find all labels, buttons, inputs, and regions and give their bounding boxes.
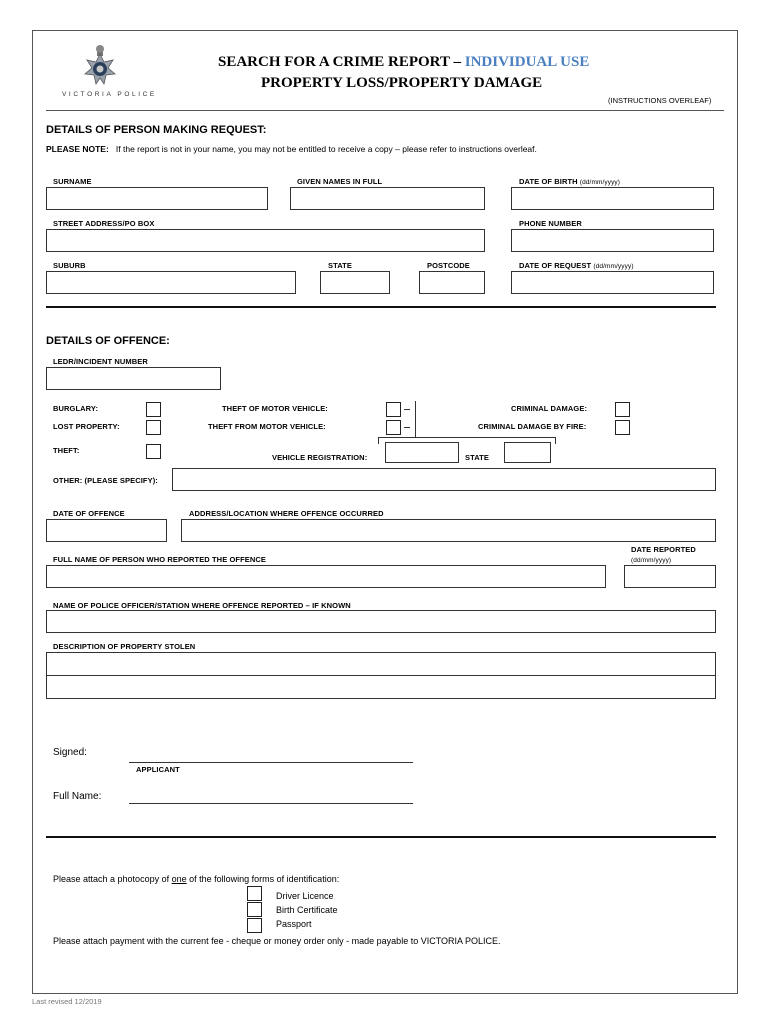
title-accent: INDIVIDUAL USE <box>464 54 590 70</box>
section-divider-1 <box>46 306 716 308</box>
form-border <box>32 30 738 994</box>
title-main: SEARCH FOR A CRIME REPORT – <box>218 54 465 70</box>
burglary-label: BURGLARY: <box>53 404 99 413</box>
id-intro-before: Please attach a photocopy of <box>53 874 172 884</box>
date-reported-label: DATE REPORTED <box>631 545 696 554</box>
other-label: OTHER: (PLEASE SPECIFY): <box>53 476 158 485</box>
offence-heading: DETAILS OF OFFENCE: <box>46 335 170 347</box>
applicant-label: APPLICANT <box>136 765 180 774</box>
vehicle-bracket-tick-1 <box>404 409 410 410</box>
phone-field[interactable] <box>511 229 714 252</box>
person-heading: DETAILS OF PERSON MAKING REQUEST: <box>46 124 267 136</box>
birth-certificate-checkbox[interactable] <box>247 902 262 917</box>
surname-label: SURNAME <box>53 177 92 186</box>
theft-mv-checkbox[interactable] <box>386 402 401 417</box>
date-request-field[interactable] <box>511 271 714 294</box>
dob-field[interactable] <box>511 187 714 210</box>
vehicle-reg-label: VEHICLE REGISTRATION: <box>272 453 368 462</box>
page-subtitle: PROPERTY LOSS/PROPERTY DAMAGE <box>261 75 543 91</box>
signature-line[interactable] <box>129 762 413 763</box>
vehicle-reg-field[interactable] <box>385 442 459 463</box>
burglary-checkbox[interactable] <box>146 402 161 417</box>
state-label: STATE <box>328 261 352 270</box>
full-name-label: Full Name: <box>53 791 102 802</box>
page-title <box>218 54 589 71</box>
date-request-text: DATE OF REQUEST <box>519 261 592 270</box>
theft-mv-label: THEFT OF MOTOR VEHICLE: <box>222 404 328 413</box>
officer-label: NAME OF POLICE OFFICER/STATION WHERE OFFENCE REPORTED – IF KNOWN <box>53 601 351 610</box>
date-offence-field[interactable] <box>46 519 167 542</box>
id-intro-after: of the following forms of identification: <box>186 874 340 884</box>
reporter-name-label: FULL NAME OF PERSON WHO REPORTED THE OFFENCE <box>53 555 267 564</box>
date-request-format: (dd/mm/yyyy) <box>593 263 634 270</box>
header-rule <box>46 110 724 111</box>
given-names-label: GIVEN NAMES IN FULL <box>297 177 383 186</box>
id-intro-underlined: one <box>171 874 187 884</box>
last-revised: Last revised 12/2019 <box>32 997 102 1006</box>
officer-field[interactable] <box>46 610 716 633</box>
address-offence-field[interactable] <box>181 519 716 542</box>
birth-certificate-label: Birth Certificate <box>276 905 338 915</box>
driver-licence-label: Driver Licence <box>276 891 334 901</box>
dob-label <box>519 177 620 186</box>
vehicle-bracket <box>401 401 416 437</box>
property-desc-label: DESCRIPTION OF PROPERTY STOLEN <box>53 642 196 651</box>
dob-label-text: DATE OF BIRTH <box>519 177 578 186</box>
property-desc-field-1[interactable] <box>46 652 716 676</box>
org-name: VICTORIA POLICE <box>62 91 157 98</box>
theft-label: THEFT: <box>53 446 80 455</box>
vehicle-state-field[interactable] <box>504 442 551 463</box>
suburb-field[interactable] <box>46 271 296 294</box>
lost-property-checkbox[interactable] <box>146 420 161 435</box>
state-field[interactable] <box>320 271 390 294</box>
section-divider-2 <box>46 836 716 838</box>
theft-from-mv-checkbox[interactable] <box>386 420 401 435</box>
theft-from-mv-label: THEFT FROM MOTOR VEHICLE: <box>208 422 326 431</box>
ledr-field[interactable] <box>46 367 221 390</box>
date-request-label <box>519 261 634 270</box>
theft-checkbox[interactable] <box>146 444 161 459</box>
instructions-note: (INSTRUCTIONS OVERLEAF) <box>608 96 712 105</box>
address-offence-label: ADDRESS/LOCATION WHERE OFFENCE OCCURRED <box>189 509 384 518</box>
criminal-damage-fire-checkbox[interactable] <box>615 420 630 435</box>
vehicle-bracket-tick-2 <box>404 427 410 428</box>
postcode-label: POSTCODE <box>427 261 470 270</box>
other-field[interactable] <box>172 468 716 491</box>
passport-label: Passport <box>276 919 312 929</box>
given-names-field[interactable] <box>290 187 485 210</box>
signed-label: Signed: <box>53 747 87 758</box>
payment-note: Please attach payment with the current fee - cheque or money order only - made payable to VICTORIA POLICE. <box>53 936 501 946</box>
date-offence-label: DATE OF OFFENCE <box>53 509 125 518</box>
reporter-name-field[interactable] <box>46 565 606 588</box>
surname-field[interactable] <box>46 187 268 210</box>
street-label: STREET ADDRESS/PO BOX <box>53 219 155 228</box>
please-note-label: PLEASE NOTE: <box>46 144 109 154</box>
ledr-label: LEDR/INCIDENT NUMBER <box>53 357 148 366</box>
date-reported-format <box>631 555 671 564</box>
postcode-field[interactable] <box>419 271 485 294</box>
property-desc-field-2[interactable] <box>46 675 716 699</box>
criminal-damage-label: CRIMINAL DAMAGE: <box>511 404 588 413</box>
date-reported-format-text: (dd/mm/yyyy) <box>631 557 672 564</box>
dob-format: (dd/mm/yyyy) <box>579 179 621 186</box>
street-field[interactable] <box>46 229 485 252</box>
date-reported-field[interactable] <box>624 565 716 588</box>
please-note-text: If the report is not in your name, you may not be entitled to receive a copy – please refer to instructions overleaf. <box>115 144 537 154</box>
lost-property-label: LOST PROPERTY: <box>53 422 120 431</box>
suburb-label: SUBURB <box>53 261 86 270</box>
police-star-badge-icon <box>82 40 118 88</box>
full-name-line[interactable] <box>129 803 413 804</box>
vehicle-state-label: STATE <box>465 453 489 462</box>
driver-licence-checkbox[interactable] <box>247 886 262 901</box>
criminal-damage-fire-label: CRIMINAL DAMAGE BY FIRE: <box>478 422 587 431</box>
id-intro <box>53 874 339 884</box>
criminal-damage-checkbox[interactable] <box>615 402 630 417</box>
please-note <box>46 144 537 154</box>
phone-label: PHONE NUMBER <box>519 219 582 228</box>
passport-checkbox[interactable] <box>247 918 262 933</box>
